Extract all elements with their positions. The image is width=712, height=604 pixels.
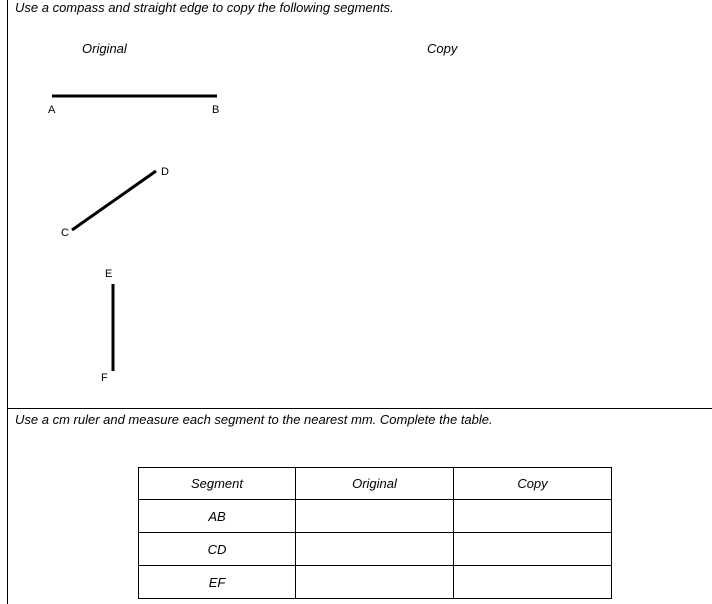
table-header-row bbox=[139, 468, 612, 500]
cell-segment-name: EF bbox=[139, 566, 296, 599]
point-label-e: E bbox=[105, 268, 113, 280]
header-copy: Copy bbox=[454, 468, 612, 500]
point-label-b: B bbox=[212, 104, 220, 116]
cell-copy-value[interactable] bbox=[454, 533, 612, 566]
original-heading: Original bbox=[82, 41, 127, 56]
copy-heading: Copy bbox=[427, 41, 458, 56]
ruler-instruction: Use a cm ruler and measure each segment to the nearest mm. Complete the table. bbox=[15, 412, 493, 427]
cell-original-value[interactable] bbox=[296, 533, 454, 566]
table-row bbox=[139, 566, 612, 599]
cell-segment-name: AB bbox=[139, 500, 296, 533]
table-row bbox=[139, 500, 612, 533]
cell-original-value[interactable] bbox=[296, 500, 454, 533]
cell-copy-value[interactable] bbox=[454, 500, 612, 533]
segment-cd bbox=[72, 171, 156, 230]
point-label-f: F bbox=[101, 372, 108, 384]
measurement-table bbox=[138, 467, 612, 599]
header-segment: Segment bbox=[139, 468, 296, 500]
point-label-d: D bbox=[161, 166, 169, 178]
header-original: Original bbox=[296, 468, 454, 500]
cell-copy-value[interactable] bbox=[454, 566, 612, 599]
point-label-c: C bbox=[61, 227, 69, 239]
point-label-a: A bbox=[48, 104, 56, 116]
cell-original-value[interactable] bbox=[296, 566, 454, 599]
section-divider bbox=[7, 408, 712, 409]
cell-segment-name: CD bbox=[139, 533, 296, 566]
table-row bbox=[139, 533, 612, 566]
compass-instruction: Use a compass and straight edge to copy the following segments. bbox=[15, 0, 394, 15]
